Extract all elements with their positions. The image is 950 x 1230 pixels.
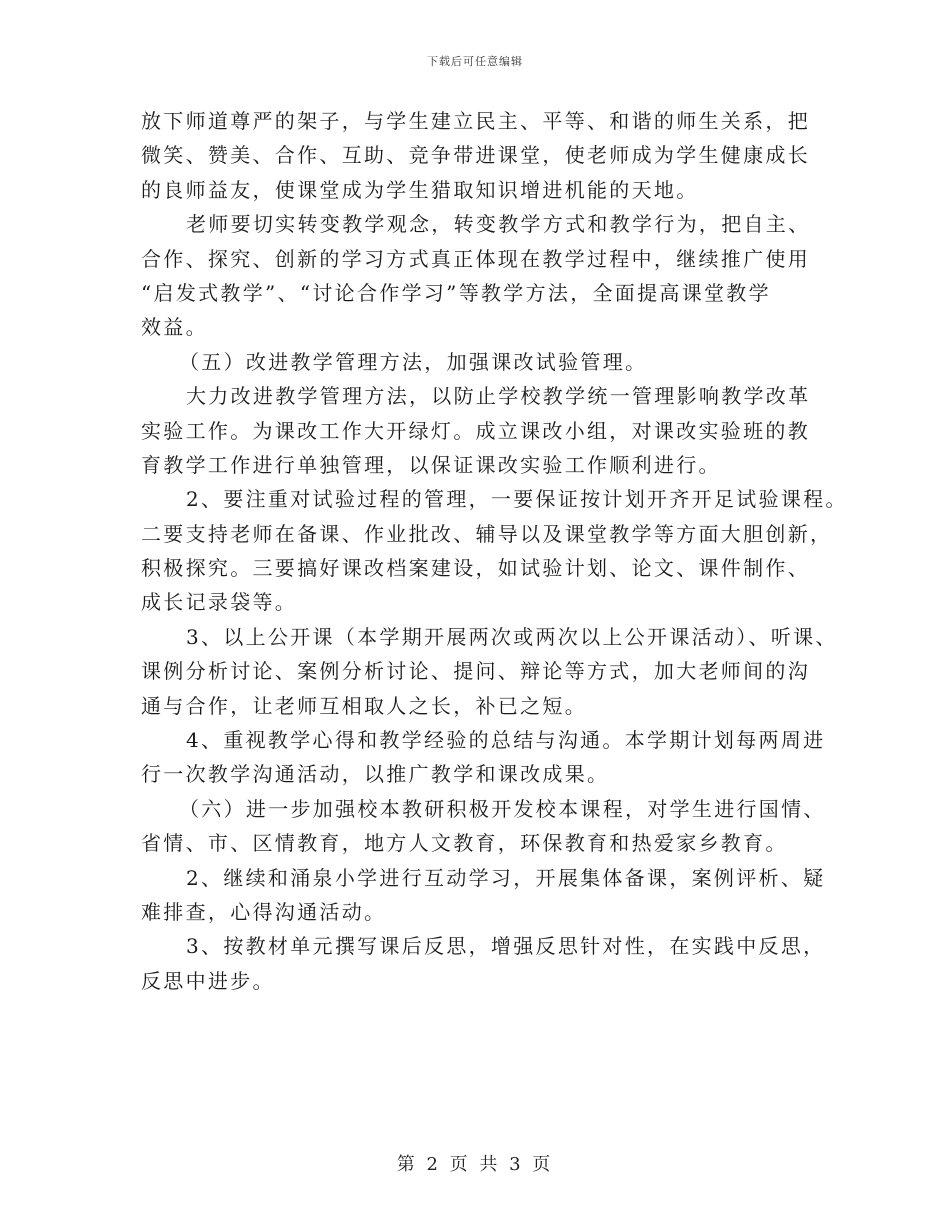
text-line: 效益。 <box>141 315 208 340</box>
text-line: 行一次教学沟通活动，以推广教学和课改成果。 <box>141 762 610 787</box>
section-heading-5: （五）改进教学管理方法，加强课改试验管理。 <box>179 349 648 374</box>
document-body <box>141 104 848 998</box>
text-line: 合作、探究、创新的学习方式真正体现在教学过程中，继续推广使用 <box>141 246 810 271</box>
text-line: 反思中进步。 <box>141 968 275 993</box>
text-line: 微笑、赞美、合作、互助、竞争带进课堂，使老师成为学生健康成长 <box>141 143 810 168</box>
text-line: 二要支持老师在备课、作业批改、辅导以及课堂教学等方面大胆创新， <box>141 521 833 546</box>
list-item-2: 2、继续和涌泉小学进行互动学习，开展集体备课，案例评析、疑 <box>186 865 826 890</box>
text-line: 的良师益友，使课堂成为学生猎取知识增进机能的天地。 <box>141 177 699 202</box>
text-line: 实验工作。为课改工作大开绿灯。成立课改小组，对课改实验班的教 <box>141 418 810 443</box>
text-line: 课例分析讨论、案例分析讨论、提问、辩论等方式，加大老师间的沟 <box>141 659 810 684</box>
list-item-3: 3、以上公开课（本学期开展两次或两次以上公开课活动）、听课、 <box>186 624 838 649</box>
text-line: 积极探究。三要搞好课改档案建设，如试验计划、论文、课件制作、 <box>141 556 810 581</box>
section-heading-6: （六）进一步加强校本教研积极开发校本课程，对学生进行国情、 <box>179 796 826 821</box>
text-line: 难排查，心得沟通活动。 <box>141 899 387 924</box>
list-item-4: 4、重视教学心得和教学经验的总结与沟通。本学期计划每两周进 <box>186 728 826 753</box>
text-line: 省情、市、区情教育，地方人文教育，环保教育和热爱家乡教育。 <box>141 831 788 856</box>
text-line: “启发式教学”、“讨论合作学习”等教学方法，全面提高课堂教学 <box>141 280 771 305</box>
text-line: 通与合作，让老师互相取人之长，补已之短。 <box>141 693 587 718</box>
text-line: 育教学工作进行单独管理，以保证课改实验工作顺利进行。 <box>141 452 721 477</box>
list-item-3: 3、按教材单元撰写课后反思，增强反思针对性，在实践中反思， <box>186 934 826 959</box>
paragraph-start-line: 老师要切实转变教学观念，转变教学方式和教学行为，把自主、 <box>186 212 811 237</box>
page-number: 第 2 页 共 3 页 <box>396 1154 554 1175</box>
paragraph-start-line: 大力改进教学管理方法，以防止学校教学统一管理影响教学改革 <box>186 384 811 409</box>
text-line: 放下师道尊严的架子，与学生建立民主、平等、和谐的师生关系，把 <box>141 109 810 133</box>
page-header: 下载后可任意编辑 <box>427 55 523 68</box>
text-line: 成长记录袋等。 <box>141 590 298 615</box>
list-item-2: 2、要注重对试验过程的管理，一要保证按计划开齐开足试验课程。 <box>186 487 848 512</box>
